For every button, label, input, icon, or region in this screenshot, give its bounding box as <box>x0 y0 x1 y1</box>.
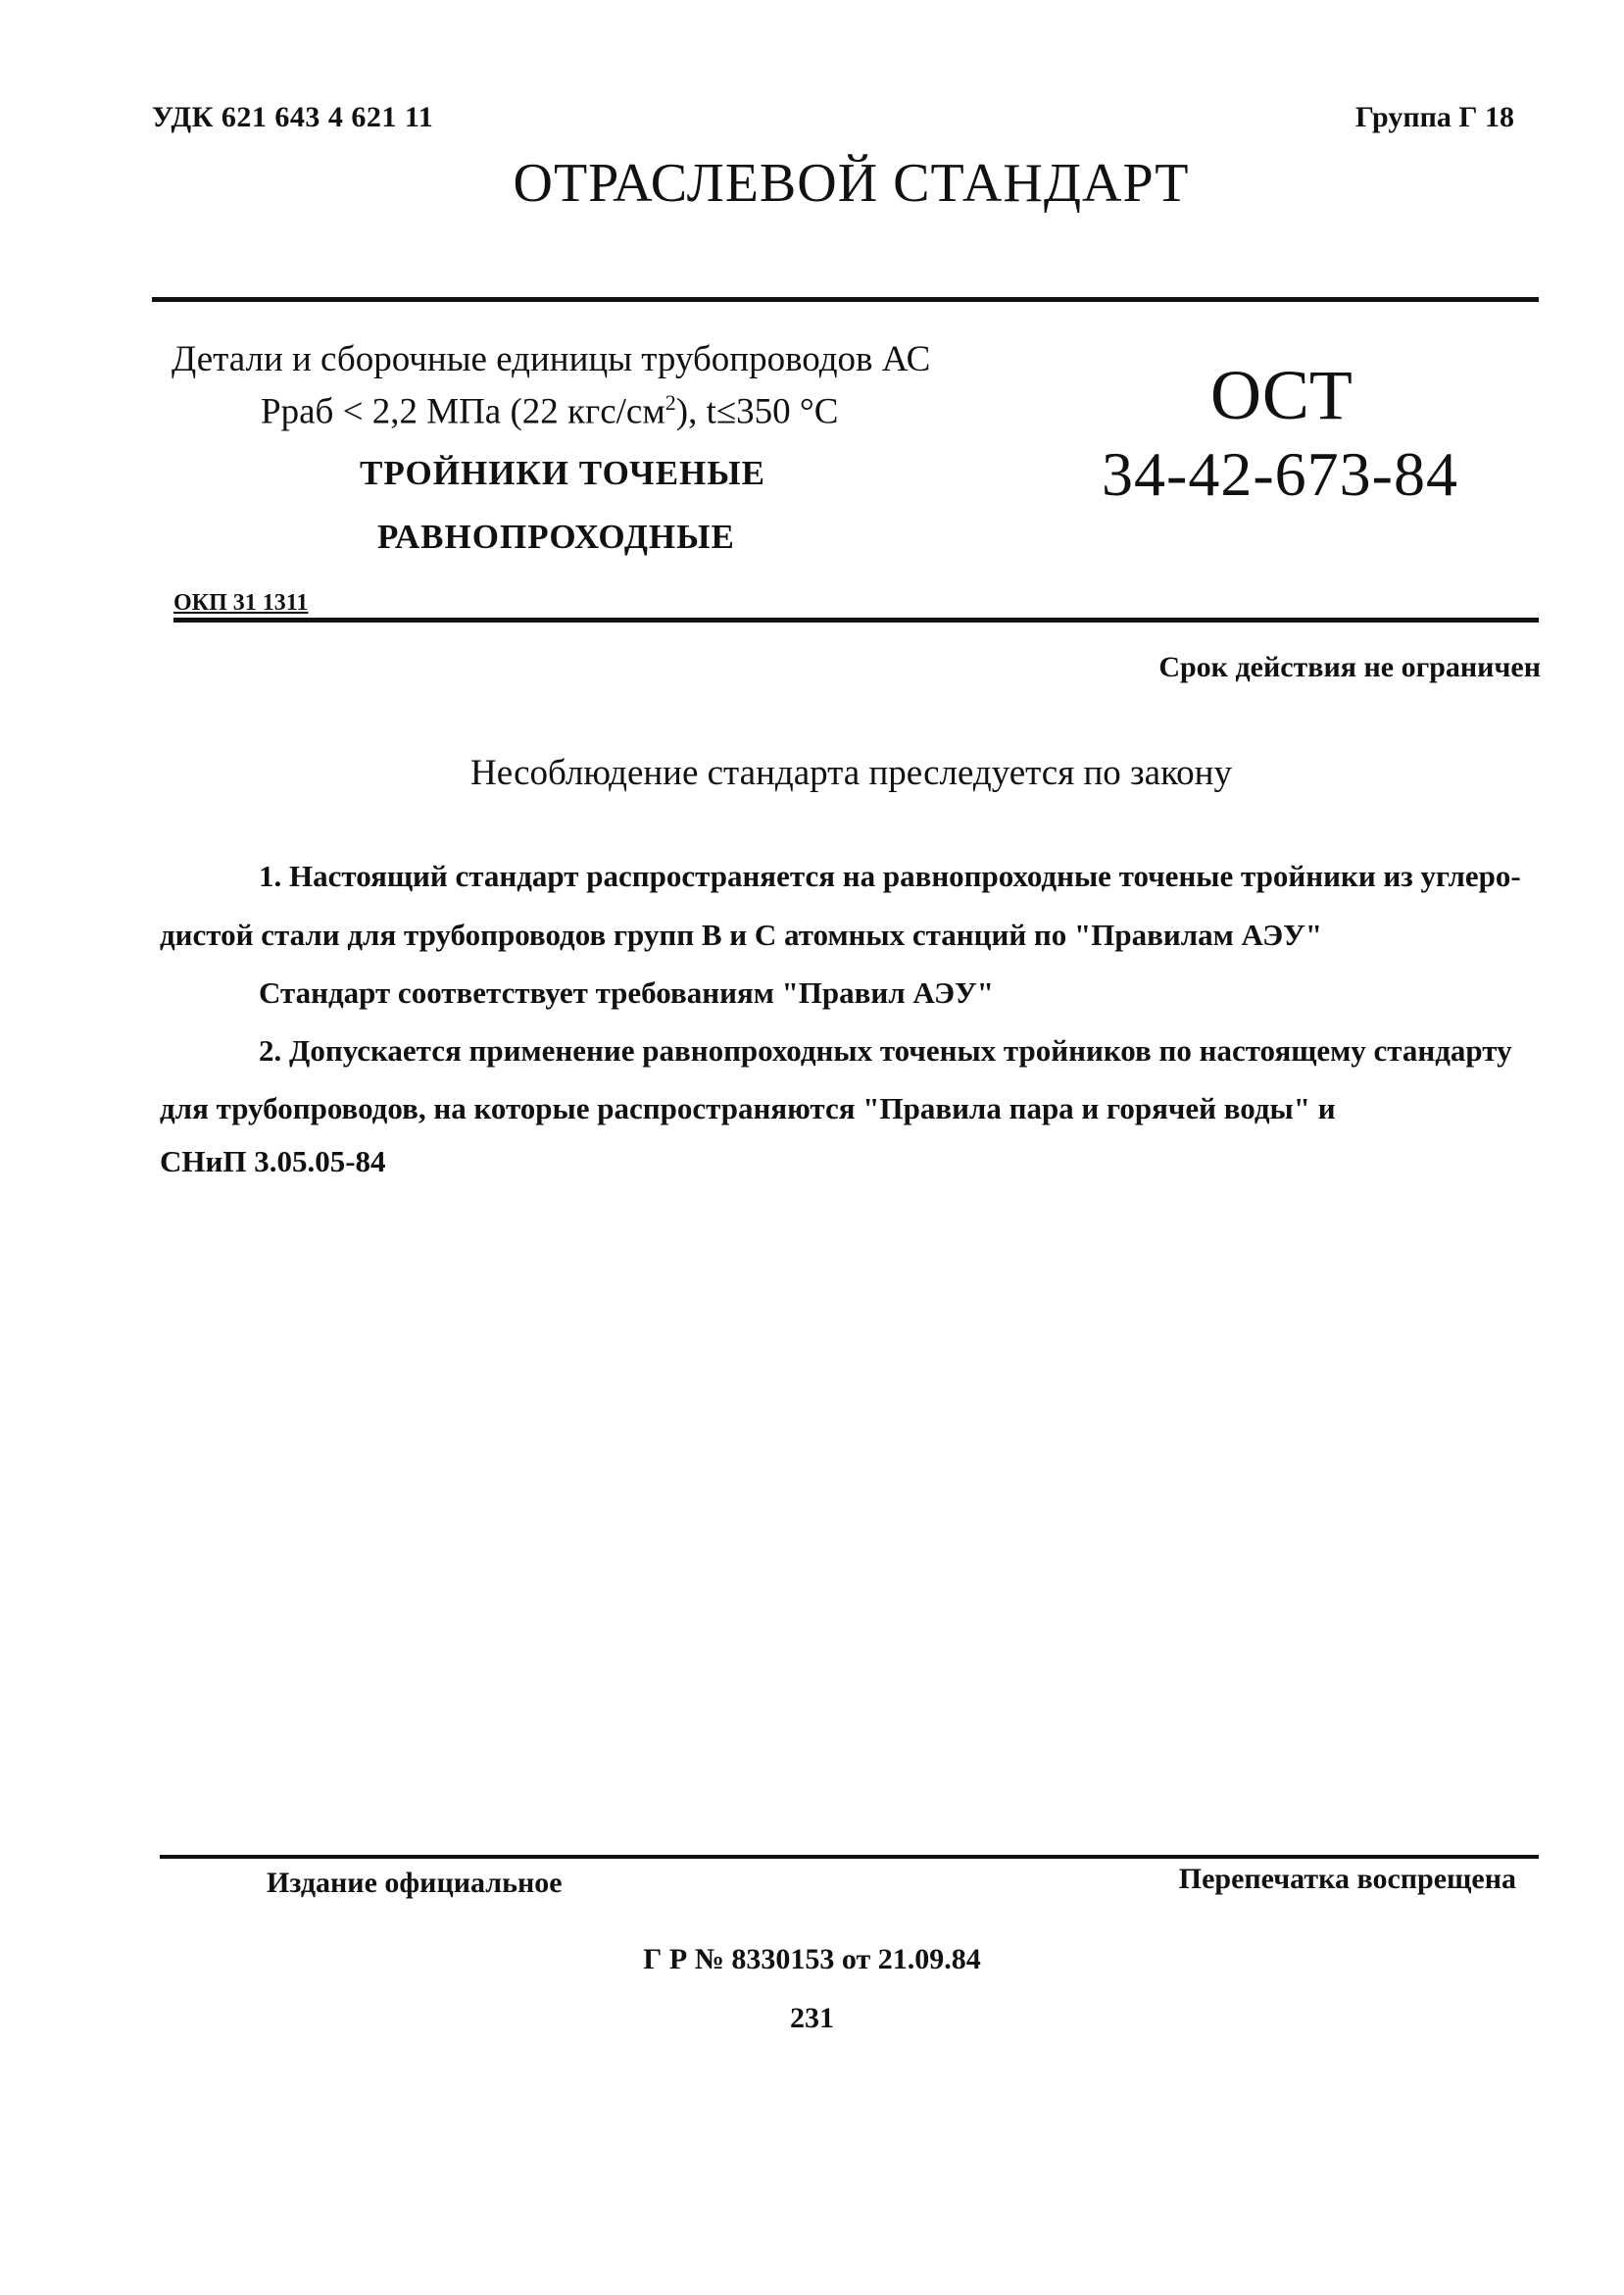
paragraph-1-line-1: 1. Настоящий стандарт распространяется на равнопроходные точеные тройники из углеро- <box>259 859 1521 893</box>
edition-note: Издание официальное <box>267 1867 563 1899</box>
page-number: 231 <box>790 2002 834 2034</box>
paragraph-2-line-1: 2. Допускается применение равнопроходных точеных тройников по настоящему стандарту <box>259 1033 1512 1068</box>
title-line-2-suffix: ), t≤350 °С <box>675 391 839 432</box>
footer-divider <box>160 1855 1539 1859</box>
title-line-4: РАВНОПРОХОДНЫЕ <box>377 518 735 556</box>
top-divider <box>152 297 1539 302</box>
title-line-2-superscript: 2 <box>664 390 676 415</box>
ost-number: 34-42-673-84 <box>1102 439 1458 509</box>
paragraph-1-line-3: Стандарт соответствует требованиям "Правил АЭУ" <box>259 975 995 1010</box>
paragraph-1-line-2: дистой стали для трубопроводов групп В и С атомных станций по "Правилам АЭУ" <box>160 918 1323 952</box>
standard-type-heading: ОТРАСЛЕВОЙ СТАНДАРТ <box>513 153 1190 214</box>
title-line-3: ТРОЙНИКИ ТОЧЕНЫЕ <box>360 454 765 492</box>
validity-note: Срок действия не ограничен <box>1158 651 1541 683</box>
title-line-2-prefix: Рраб < 2,2 МПа (22 кгс/см <box>261 391 665 432</box>
title-line-1: Детали и сборочные единицы трубопроводов АС <box>172 339 931 379</box>
reprint-note: Перепечатка воспрещена <box>1178 1863 1516 1895</box>
title-line-2 <box>261 390 838 432</box>
paragraph-2-line-2: для трубопроводов, на которые распространяются "Правила пара и горячей воды" и <box>160 1091 1336 1125</box>
okp-code: ОКП 31 1311 <box>173 590 309 616</box>
registration-number: Г Р № 8330153 от 21.09.84 <box>643 1943 981 1975</box>
legal-warning: Несоблюдение стандарта преследуется по закону <box>470 753 1232 793</box>
middle-divider <box>173 618 1539 623</box>
group-code: Группа Г 18 <box>1354 101 1514 133</box>
paragraph-2-line-3: СНиП 3.05.05-84 <box>160 1144 386 1178</box>
udk-code: УДК 621 643 4 621 11 <box>152 101 434 133</box>
ost-label: ОСТ <box>1210 356 1353 434</box>
